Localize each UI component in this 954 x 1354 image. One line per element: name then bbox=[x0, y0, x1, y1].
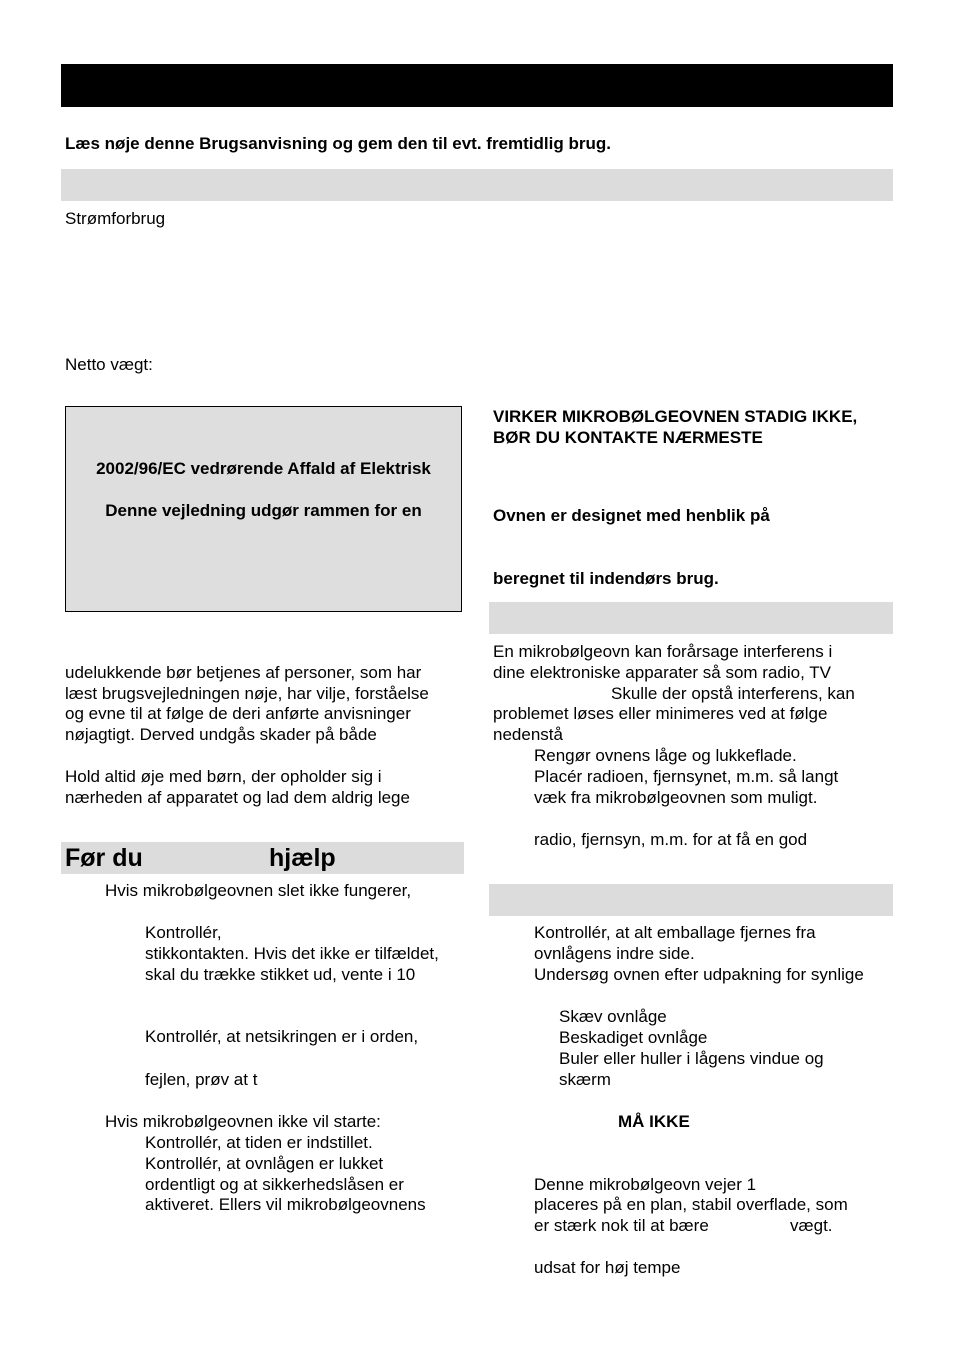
safety-line: og evne til at følge de deri anførte anvisninger bbox=[65, 704, 411, 723]
help-heading-part2: hjælp bbox=[269, 844, 336, 872]
damage-item: Buler eller huller i lågens vindue og bbox=[559, 1049, 824, 1068]
help-step: fejlen, prøv at t bbox=[145, 1070, 258, 1089]
installation-line: udsat for høj tempe bbox=[534, 1258, 681, 1277]
design-note: Ovnen er designet med henblik på bbox=[493, 506, 770, 525]
weee-info-box bbox=[65, 406, 462, 612]
interference-step: væk fra mikrobølgeovnen som muligt. bbox=[534, 788, 818, 807]
spec-section-bar bbox=[61, 169, 893, 201]
interference-line: nedenstå bbox=[493, 725, 563, 744]
interference-line: dine elektroniske apparater så som radio, TV bbox=[493, 663, 831, 682]
interference-line: En mikrobølgeovn kan forårsage interferens i bbox=[493, 642, 833, 661]
interference-step: Placér radioen, fjernsynet, m.m. så langt bbox=[534, 767, 839, 786]
safety-line: nærheden af apparatet og lad dem aldrig lege bbox=[65, 788, 410, 807]
safety-line: udelukkende bør betjenes af personer, som har bbox=[65, 663, 422, 682]
weee-line-1: 2002/96/EC vedrørende Affald af Elektrisk bbox=[96, 459, 431, 478]
weee-line-2: Denne vejledning udgør rammen for en bbox=[105, 501, 422, 520]
safety-line: Hold altid øje med børn, der opholder sig i bbox=[65, 767, 382, 786]
damage-item: Beskadiget ovnlåge bbox=[559, 1028, 708, 1047]
interference-section-bar bbox=[489, 602, 893, 634]
help-step: Hvis mikrobølgeovnen slet ikke fungerer, bbox=[105, 881, 412, 900]
installation-line: placeres på en plan, stabil overflade, som bbox=[534, 1195, 848, 1214]
help-step: stikkontakten. Hvis det ikke er tilfældet, bbox=[145, 944, 439, 963]
indoor-note: beregnet til indendørs brug. bbox=[493, 569, 719, 588]
power-label: Strømforbrug bbox=[65, 209, 166, 228]
warning-line: VIRKER MIKROBØLGEOVNEN STADIG IKKE, bbox=[493, 407, 858, 426]
damage-item: skærm bbox=[559, 1070, 611, 1089]
help-step: aktiveret. Ellers vil mikrobølgeovnens bbox=[145, 1195, 426, 1214]
help-step: Hvis mikrobølgeovnen ikke vil starte: bbox=[105, 1112, 381, 1131]
help-step: Kontrollér, bbox=[145, 923, 222, 942]
safety-line: læst brugsvejledningen nøje, har vilje, forståelse bbox=[65, 684, 429, 703]
warning-line: BØR DU KONTAKTE NÆRMESTE bbox=[493, 428, 763, 447]
help-step: skal du trække stikket ud, vente i 10 bbox=[145, 965, 416, 984]
help-heading bbox=[61, 842, 464, 874]
installation-line: Denne mikrobølgeovn vejer 1 bbox=[534, 1175, 757, 1194]
help-heading-part1: Før du bbox=[65, 844, 143, 872]
must-not-label: MÅ IKKE bbox=[618, 1112, 690, 1131]
interference-line: Skulle der opstå interferens, kan bbox=[611, 684, 855, 703]
help-step: ordentligt og at sikkerhedslåsen er bbox=[145, 1175, 404, 1194]
installation-line: vægt. bbox=[790, 1216, 833, 1235]
damage-item: Skæv ovnlåge bbox=[559, 1007, 667, 1026]
installation-section-bar bbox=[489, 884, 893, 916]
intro-text: Læs nøje denne Brugsanvisning og gem den til evt. fremtidlig brug. bbox=[65, 134, 611, 153]
help-step: Kontrollér, at tiden er indstillet. bbox=[145, 1133, 373, 1152]
header-bar bbox=[61, 64, 893, 107]
installation-line: er stærk nok til at bære bbox=[534, 1216, 709, 1235]
safety-line: nøjagtigt. Derved undgås skader på både bbox=[65, 725, 377, 744]
interference-line: problemet løses eller minimeres ved at følge bbox=[493, 704, 828, 723]
help-step: Kontrollér, at netsikringen er i orden, bbox=[145, 1027, 419, 1046]
interference-step: radio, fjernsyn, m.m. for at få en god bbox=[534, 830, 808, 849]
installation-line: ovnlågens indre side. bbox=[534, 944, 695, 963]
installation-line: Kontrollér, at alt emballage fjernes fra bbox=[534, 923, 816, 942]
help-step: Kontrollér, at ovnlågen er lukket bbox=[145, 1154, 384, 1173]
installation-line: Undersøg ovnen efter udpakning for synlige bbox=[534, 965, 864, 984]
weight-label: Netto vægt: bbox=[65, 355, 153, 374]
interference-step: Rengør ovnens låge og lukkeflade. bbox=[534, 746, 797, 765]
